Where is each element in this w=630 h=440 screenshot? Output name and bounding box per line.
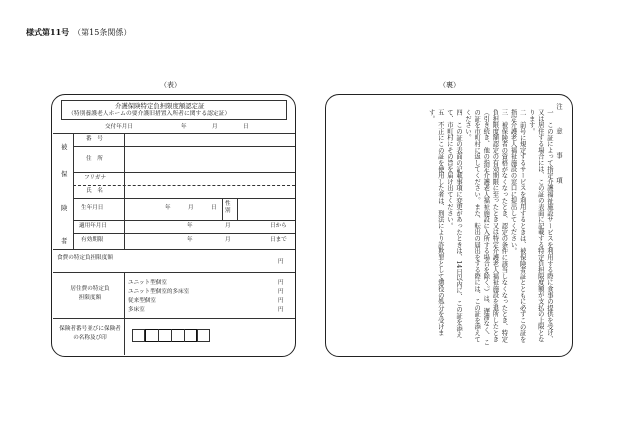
valid-to-label: 有効期限 [81, 237, 104, 243]
note-2 [508, 103, 526, 348]
residence-item-multi-bed: 多床室 [128, 307, 145, 313]
note-4-text: この証の表面の記載事項に変更があったときは、14日以内に、この証を添えて、市町村にその旨を届け出てください。 [445, 109, 462, 338]
number-label: 番 号 [86, 136, 103, 142]
note-2-text: 前号に規定するサービスを利用するときは、被保険者証とともに必ずこの証を指定介護老人福祉施設の窓口に提出してください。 [509, 109, 526, 343]
grid-line-dashed [73, 185, 295, 186]
valid-to-month-unit: 月 [225, 237, 231, 243]
insured-char-2: 保 [61, 170, 68, 178]
issue-month-unit: 月 [212, 124, 218, 130]
grid-line [53, 133, 295, 134]
note-3 [463, 103, 508, 348]
food-cost-label: 食費の特定負担限度額 [57, 255, 113, 261]
note-5-text: 不正にこの証を使用した者は、刑法により詐欺罪として懲役の処分を受けます。 [427, 109, 444, 336]
note-2-number: 二 [518, 109, 526, 116]
note-4-number: 四 [454, 109, 462, 116]
grid-line [237, 198, 238, 220]
grid-line [73, 172, 295, 173]
valid-from-suffix: 日から [270, 223, 287, 229]
notes-section [338, 103, 563, 348]
birth-day-unit: 日 [211, 205, 217, 211]
note-3-number: 三 [500, 109, 508, 116]
note-1-text: この証によって指定介護福祉施設サービスを利用する際に食事の提供を受け、又は居住する場合には、この証の表面に記載する特定負担限度額が支払の上限となります。 [527, 109, 553, 343]
residence-yen-1: 円 [278, 280, 284, 286]
note-5 [427, 103, 445, 348]
insured-char-4: 者 [61, 237, 68, 245]
residence-yen-3: 円 [278, 298, 284, 304]
food-yen-unit: 円 [278, 259, 284, 265]
form-basis: （第15条関係） [73, 28, 132, 37]
residence-cost-label: 居住費の特定負担限度額 [70, 286, 110, 301]
issue-date-label: 交付年月日 [105, 124, 133, 130]
front-side-label: （表） [160, 81, 181, 89]
grid-line [53, 249, 295, 250]
birthdate-label: 生年月日 [81, 205, 104, 211]
grid-line [73, 198, 295, 199]
note-1-number: 一 [545, 109, 553, 116]
grid-line [73, 233, 295, 234]
grid-line [124, 272, 125, 318]
grid-line [73, 133, 74, 249]
birth-year-unit: 年 [165, 205, 171, 211]
grid-line [53, 318, 295, 319]
note-5-number: 五 [436, 109, 444, 116]
valid-from-year-unit: 年 [187, 223, 193, 229]
grid-line [158, 329, 159, 342]
residence-item-conventional-private: 従来型個室 [128, 298, 156, 304]
valid-from-month-unit: 月 [225, 223, 231, 229]
furigana-label: フリガナ [84, 175, 107, 181]
insurer-number-box [197, 329, 210, 342]
insured-char-3: 険 [61, 204, 68, 212]
name-label: 氏 名 [86, 188, 103, 194]
insurer-number-box [132, 329, 145, 342]
note-1 [527, 103, 554, 348]
certificate-title: 介護保険特定負担限度額認定証 [115, 102, 205, 110]
grid-line [124, 133, 125, 249]
form-number-heading [26, 27, 131, 38]
grid-line [73, 146, 295, 147]
back-side-label: （裏） [439, 81, 460, 89]
valid-to-suffix: 日まで [270, 237, 287, 243]
insured-char-1: 被 [61, 143, 68, 151]
certificate-subtitle: （特別養護老人ホームの要介護旧措置入所者に関する認定証） [68, 111, 231, 117]
valid-to-year-unit: 年 [187, 237, 193, 243]
grid-line [222, 198, 223, 220]
insurer-label: 保険者番号並びに保険者の名称及び印 [59, 326, 121, 341]
grid-line [53, 272, 295, 273]
birth-month-unit: 月 [188, 205, 194, 211]
address-label: 住 所 [86, 156, 103, 162]
notes-title: 注 意 事 項 [555, 103, 562, 190]
note-4 [445, 103, 463, 348]
residence-yen-2: 円 [278, 289, 284, 295]
grid-line [73, 220, 295, 221]
valid-from-label: 適用年月日 [79, 223, 107, 229]
note-3-text: 被保険者の資格がなくなったとき、認定の条件に該当しなくなったとき、特定負担限度額認定の有効期限に至ったとき又は特定介護老人福祉施設を退所したとき（引き続き、他の指定介護老人福祉施設に入所する場合を除く。）は、遅滞なく、この証を市町村に返してください。また、転出の届出をする際には、この証を添えてください。 [464, 109, 508, 346]
sex-label: 性別 [225, 201, 231, 214]
grid-line [171, 329, 172, 342]
residence-yen-4: 円 [278, 307, 284, 313]
grid-line [184, 329, 185, 342]
form-number: 様式第11号 [26, 27, 70, 37]
grid-line [124, 318, 125, 355]
residence-item-unit-semi-private: ユニット型個室的多床室 [128, 289, 190, 295]
residence-item-unit-private: ユニット型個室 [128, 280, 167, 286]
issue-day-unit: 日 [243, 124, 249, 130]
issue-year-unit: 年 [181, 124, 187, 130]
